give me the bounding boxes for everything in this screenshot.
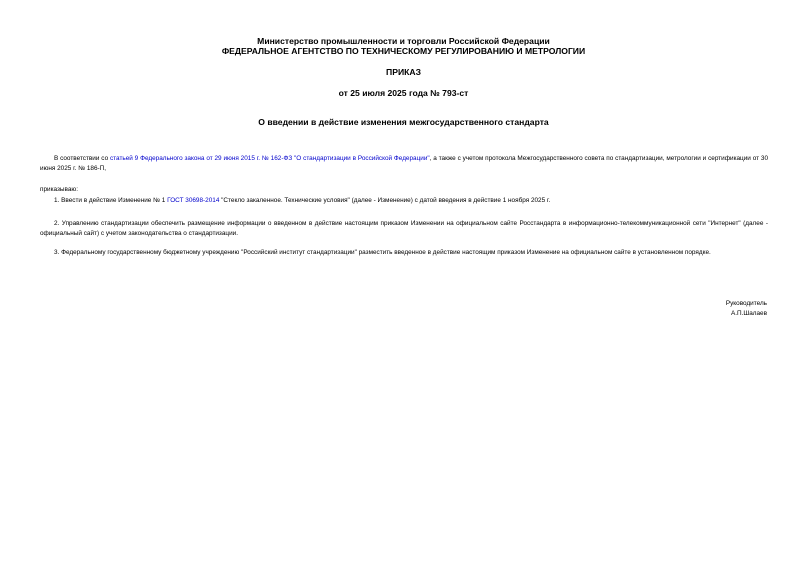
- agency-name: ФЕДЕРАЛЬНОЕ АГЕНТСТВО ПО ТЕХНИЧЕСКОМУ РЕГУЛИРОВАНИЮ И МЕТРОЛОГИИ: [221, 46, 586, 56]
- signature-name: А.П.Шалаев: [730, 310, 767, 317]
- law-link[interactable]: статьей 9 Федерального закона от 29 июня 2015 г. № 162-ФЗ "О стандартизации в Российской Федерации": [109, 155, 430, 162]
- preamble-text-start: В соответствии со: [54, 155, 110, 162]
- order-item-3: 3. Федеральному государственному бюджетному учреждению "Российский институт стандартизации" разместить введенное в действие настоящим приказом Изменение на официальном сайте в установленном порядке.: [54, 249, 711, 256]
- signature-title: Руководитель: [725, 300, 767, 307]
- preamble-text-end: , а также с учетом протокола Межгосударственного совета по стандартизации, метрологии и сертификации от 30 июня 2025 г. № 186-П,: [40, 155, 769, 172]
- orders-word: приказываю:: [40, 186, 78, 193]
- item1-text-start: 1. Ввести в действие Изменение № 1: [54, 197, 168, 204]
- gost-link[interactable]: ГОСТ 30698-2014: [167, 197, 220, 204]
- order-item-2: 2. Управлению стандартизации обеспечить размещение информации о введенном в действие настоящим приказом Изменении на официальном сайте Росстандарта в информационно-телекоммуникационной сети "Интернет" (далее - официальный сайт) с учетом законодательства о стандартизации.: [40, 220, 768, 237]
- ministry-name: Министерство промышленности и торговли Российской Федерации: [257, 36, 550, 46]
- preamble-paragraph: [40, 154, 768, 174]
- order-item-1: [40, 196, 768, 206]
- document-subject: О введении в действие изменения межгосударственного стандарта: [258, 117, 549, 127]
- document-date-number: от 25 июля 2025 года № 793-ст: [338, 88, 469, 98]
- document-type: ПРИКАЗ: [386, 67, 421, 77]
- item1-text-end: "Стекло закаленное. Технические условия" (далее - Изменение) с датой введения в действие 1 ноября 2025 г.: [219, 197, 551, 204]
